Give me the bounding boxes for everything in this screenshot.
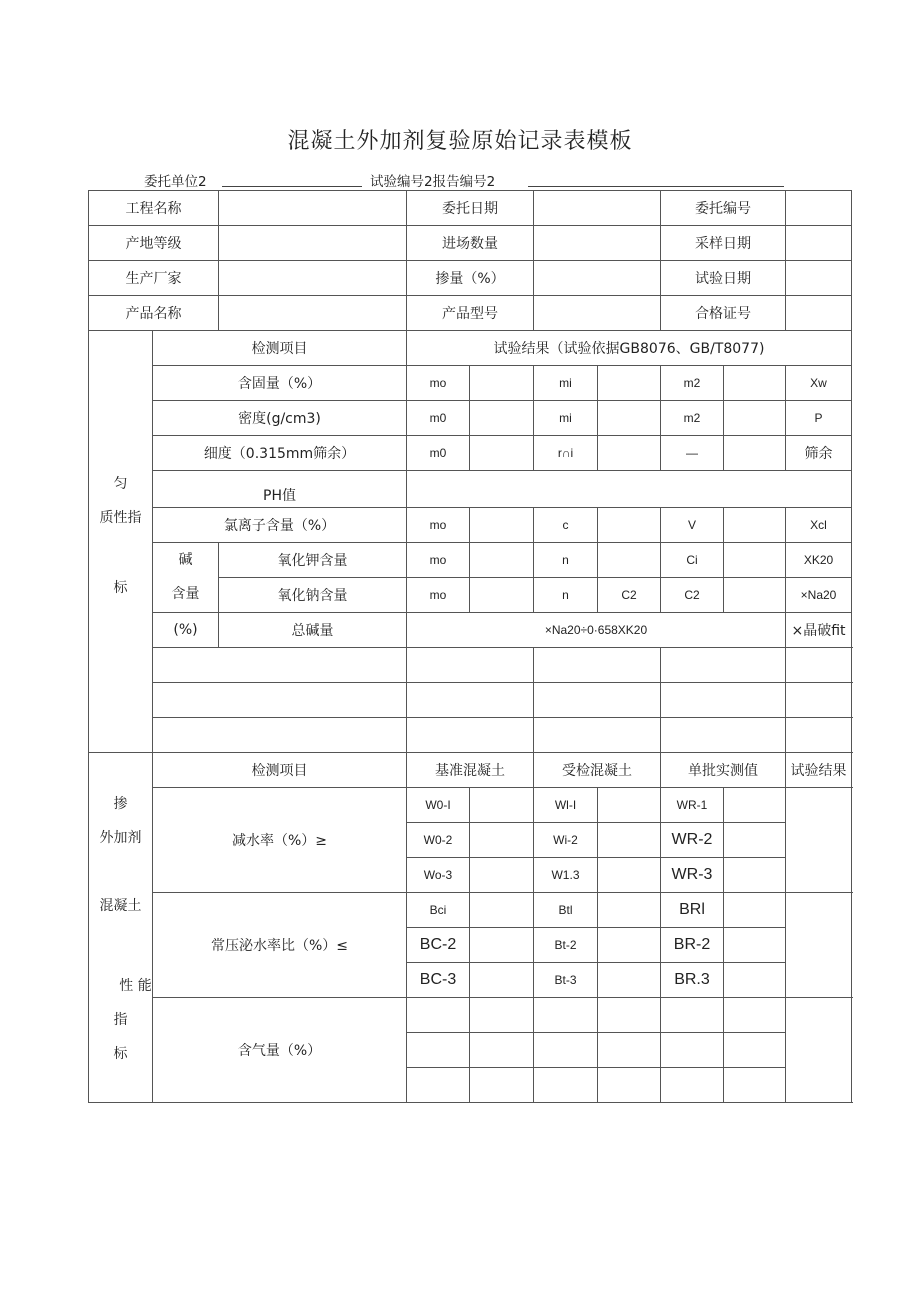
total-alkali-formula: ×Na20÷0·658XK20 [407,613,786,648]
blank-cell[interactable] [534,648,661,683]
value-cell[interactable] [534,998,598,1033]
value-cell[interactable] [470,1033,534,1068]
info-label: 进场数量 [407,226,534,261]
value-cell[interactable] [470,998,534,1033]
info-cell[interactable] [786,226,852,261]
value-label: W1.3 [534,858,598,893]
value-cell[interactable] [724,578,786,613]
value-cell[interactable] [534,1033,598,1068]
value-cell[interactable] [534,1068,598,1103]
info-cell[interactable] [219,261,407,296]
blank-cell[interactable] [407,718,534,753]
value-cell[interactable] [598,1033,661,1068]
value-label: BR-2 [661,928,724,963]
value-label: Ci [661,543,724,578]
value-cell[interactable] [598,788,661,823]
value-label: mo [407,578,470,613]
value-cell[interactable] [724,366,786,401]
value-label: mo [407,543,470,578]
value-cell[interactable] [724,401,786,436]
value-cell[interactable] [724,1068,786,1103]
value-label: W0-2 [407,823,470,858]
info-cell[interactable] [219,191,407,226]
blank-cell[interactable] [534,683,661,718]
client-label: 委托单位2 [144,174,207,190]
value-cell[interactable] [470,788,534,823]
value-cell[interactable] [724,998,786,1033]
uniformity-side-label: 匀 质性指 标 [89,331,153,753]
info-cell[interactable] [219,226,407,261]
value-label: W0-I [407,788,470,823]
value-label: Xw [786,366,852,401]
value-cell[interactable] [598,508,661,543]
value-cell[interactable] [598,998,661,1033]
value-label: BC-2 [407,928,470,963]
value-cell[interactable] [470,366,534,401]
value-label: BR.3 [661,963,724,998]
info-cell[interactable] [786,261,852,296]
value-cell[interactable] [470,436,534,471]
col-item-header: 检测项目 [153,331,407,366]
value-cell[interactable] [598,858,661,893]
info-label: 生产厂家 [89,261,219,296]
blank-cell[interactable] [661,683,786,718]
value-cell[interactable] [470,578,534,613]
info-label: 试验日期 [661,261,786,296]
blank-cell[interactable] [153,683,407,718]
fineness-label: 细度（0.315mm筛余） [153,436,407,471]
value-label: 筛余 [786,436,852,471]
value-cell[interactable] [598,436,661,471]
value-label: Bci [407,893,470,928]
value-label: mi [534,401,598,436]
info-cell[interactable] [534,191,661,226]
info-label: 委托日期 [407,191,534,226]
value-label: BRl [661,893,724,928]
value-label: c [534,508,598,543]
info-label: 采样日期 [661,226,786,261]
air-content-label: 含气量（%） [153,998,407,1103]
value-label: mi [534,366,598,401]
value-cell[interactable] [598,893,661,928]
bleeding-label: 常压泌水率比（%）≤ [153,893,407,998]
performance-side-label: 掺 外加剂 混凝土 性 能 指 标 [89,753,153,1103]
value-label: m0 [407,436,470,471]
info-label: 产地等级 [89,226,219,261]
value-label: Wl-I [534,788,598,823]
value-cell[interactable] [598,366,661,401]
result-cell[interactable] [786,893,852,998]
value-label: WR-3 [661,858,724,893]
info-cell[interactable] [534,261,661,296]
info-label: 掺量（%） [407,261,534,296]
ph-label: PH值 [153,471,407,508]
blank-cell[interactable] [661,718,786,753]
blank-cell[interactable] [407,648,534,683]
value-label: V [661,508,724,543]
value-label: WR-1 [661,788,724,823]
value-cell[interactable] [598,823,661,858]
value-cell[interactable] [724,508,786,543]
blank-cell[interactable] [786,683,852,718]
value-cell[interactable] [598,401,661,436]
info-label: 委托编号 [661,191,786,226]
value-cell[interactable] [724,928,786,963]
value-label: mo [407,508,470,543]
value-label: BC-3 [407,963,470,998]
value-cell[interactable] [724,858,786,893]
value-cell[interactable] [661,998,724,1033]
info-cell[interactable] [219,296,407,331]
value-label: Wi-2 [534,823,598,858]
value-cell[interactable] [470,893,534,928]
value-cell[interactable] [598,1068,661,1103]
value-cell[interactable] [470,1068,534,1103]
perf-header: 单批实测值 [661,753,786,788]
value-label: XK20 [786,543,852,578]
info-cell[interactable] [534,296,661,331]
blank-cell[interactable] [786,718,852,753]
value-cell[interactable] [407,1033,470,1068]
info-label: 产品型号 [407,296,534,331]
blank-cell[interactable] [153,718,407,753]
info-label: 产品名称 [89,296,219,331]
info-label: 工程名称 [89,191,219,226]
blank-cell[interactable] [153,648,407,683]
density-label: 密度(g/cm3) [153,401,407,436]
value-label: m0 [407,401,470,436]
blank-cell[interactable] [407,683,534,718]
value-label: n [534,578,598,613]
value-cell[interactable] [724,436,786,471]
info-cell[interactable] [786,296,852,331]
record-table [88,190,852,1103]
blank-cell[interactable] [661,648,786,683]
blank-cell[interactable] [786,648,852,683]
perf-header: 试验结果 [786,753,852,788]
col-result-header: 试验结果（试验依据GB8076、GB/T8077) [407,331,852,366]
result-cell[interactable] [786,998,852,1103]
test-number-label: 试验编号2报告编号2 [370,174,496,190]
value-label: r∩i [534,436,598,471]
chloride-label: 氯离子含量（%） [153,508,407,543]
value-label: C2 [598,578,661,613]
alkali-side-label: 碱 含量 [153,543,219,613]
value-label: Bt-2 [534,928,598,963]
k2o-label: 氧化钾含量 [219,543,407,578]
total-alkali-label: 总碱量 [219,613,407,648]
value-label: P [786,401,852,436]
header-fields [88,170,850,190]
page-title: 混凝土外加剂复验原始记录表模板 [287,129,633,154]
value-label: ×Na20 [786,578,852,613]
value-label: m2 [661,366,724,401]
result-cell[interactable] [786,788,852,893]
value-label: WR-2 [661,823,724,858]
value-cell[interactable] [598,543,661,578]
perf-header: 受检混凝土 [534,753,661,788]
value-cell[interactable] [407,998,470,1033]
percent-label: (%) [153,613,219,648]
value-label: Wo-3 [407,858,470,893]
value-label: Btl [534,893,598,928]
ph-value-cell[interactable] [407,471,852,508]
value-label: C2 [661,578,724,613]
test-number-input-line[interactable] [528,186,784,187]
value-cell[interactable] [598,963,661,998]
value-cell[interactable] [724,893,786,928]
perf-header: 基准混凝土 [407,753,534,788]
info-cell[interactable] [786,191,852,226]
client-input-line[interactable] [222,186,362,187]
value-label: mo [407,366,470,401]
value-cell[interactable] [724,823,786,858]
value-label: n [534,543,598,578]
value-cell[interactable] [407,1068,470,1103]
na2o-label: 氧化钠含量 [219,578,407,613]
value-cell[interactable] [470,401,534,436]
value-cell[interactable] [470,963,534,998]
value-cell[interactable] [470,543,534,578]
value-label: m2 [661,401,724,436]
value-cell[interactable] [470,823,534,858]
value-cell[interactable] [724,963,786,998]
value-cell[interactable] [598,928,661,963]
info-label: 合格证号 [661,296,786,331]
total-alkali-extra: ×晶破fit [786,613,852,648]
value-label: — [661,436,724,471]
value-cell[interactable] [470,858,534,893]
value-cell[interactable] [724,1033,786,1068]
value-label: Bt-3 [534,963,598,998]
value-cell[interactable] [470,928,534,963]
value-cell[interactable] [661,1033,724,1068]
value-label: Xcl [786,508,852,543]
value-cell[interactable] [470,508,534,543]
solid-content-label: 含固量（%） [153,366,407,401]
value-cell[interactable] [724,788,786,823]
value-cell[interactable] [724,543,786,578]
water-reduction-label: 减水率（%）≥ [153,788,407,893]
blank-cell[interactable] [534,718,661,753]
value-cell[interactable] [661,1068,724,1103]
perf-header: 检测项目 [153,753,407,788]
info-cell[interactable] [534,226,661,261]
